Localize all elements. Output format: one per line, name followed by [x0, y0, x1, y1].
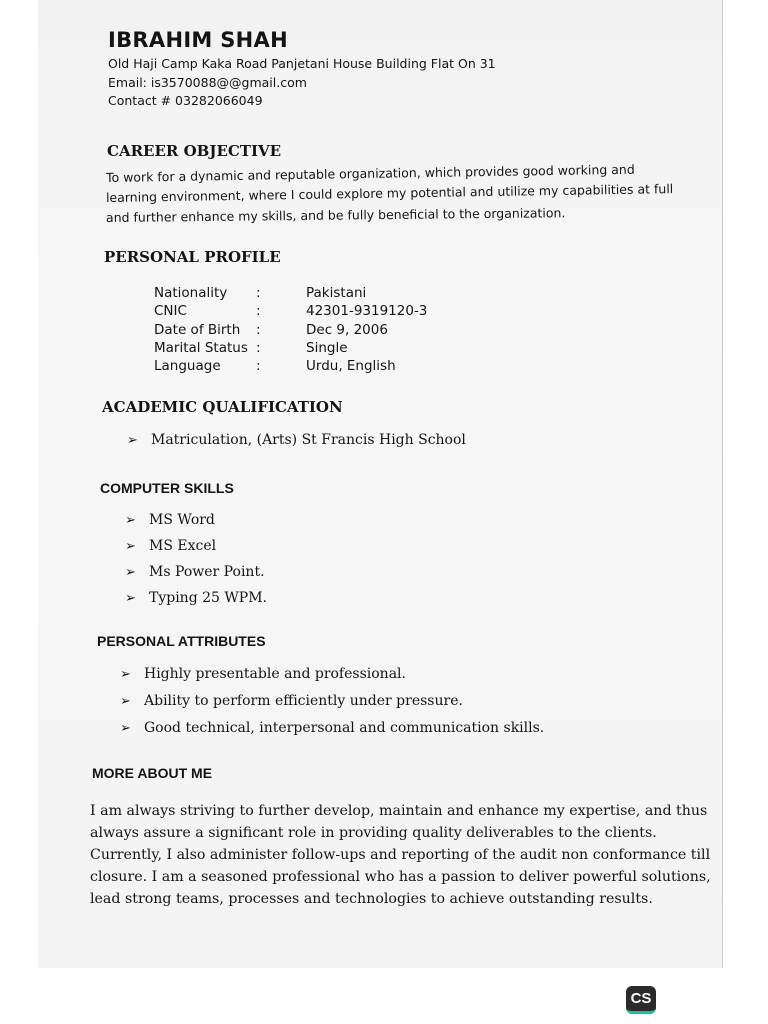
arrow-bullet-icon: ➢ — [120, 694, 131, 709]
profile-value: Pakistani — [306, 285, 367, 301]
arrow-bullet-icon: ➢ — [125, 513, 136, 528]
contact-line: Contact # 03282066049 — [108, 93, 263, 108]
arrow-bullet-icon: ➢ — [120, 667, 131, 682]
career-objective-text — [105, 161, 686, 228]
attribute-item: Good technical, interpersonal and communication skills. — [144, 720, 545, 736]
profile-label: CNIC — [154, 303, 187, 319]
computer-skills-heading: COMPUTER SKILLS — [100, 480, 234, 496]
address-line: Old Haji Camp Kaka Road Panjetani House Building Flat On 31 — [108, 56, 496, 71]
list-item — [120, 693, 463, 709]
camscanner-logo-icon: CS — [626, 986, 656, 1014]
paragraph-line: lead strong teams, processes and technologies to achieve outstanding results. — [90, 891, 653, 907]
skill-item: MS Excel — [149, 538, 217, 554]
arrow-bullet-icon: ➢ — [125, 565, 136, 580]
objective-line: To work for a dynamic and reputable organization, which provides good working and — [105, 161, 635, 185]
profile-label: Language — [154, 358, 221, 374]
profile-separator: : — [256, 285, 261, 301]
skill-item: Ms Power Point. — [149, 564, 265, 580]
profile-separator: : — [256, 322, 261, 338]
profile-label: Date of Birth — [154, 322, 241, 338]
profile-value: Dec 9, 2006 — [306, 322, 388, 338]
profile-separator: : — [256, 303, 261, 319]
list-item — [127, 432, 466, 448]
paragraph-line: Currently, I also administer follow-ups and reporting of the audit non conformance till — [90, 847, 711, 863]
profile-separator: : — [256, 340, 261, 356]
attribute-item: Ability to perform efficiently under pressure. — [144, 693, 463, 709]
personal-attributes-heading: PERSONAL ATTRIBUTES — [97, 633, 266, 649]
list-item — [125, 564, 265, 580]
arrow-bullet-icon: ➢ — [127, 433, 138, 448]
list-item — [125, 538, 216, 554]
attribute-item: Highly presentable and professional. — [144, 666, 406, 682]
academic-heading: ACADEMIC QUALIFICATION — [102, 398, 343, 416]
list-item — [125, 512, 215, 528]
list-item — [125, 590, 267, 606]
list-item — [120, 720, 544, 736]
paragraph-line: I am always striving to further develop, maintain and enhance my expertise, and thus — [90, 803, 708, 819]
more-about-me-text — [90, 800, 711, 910]
email-line: Email: is3570088@@gmail.com — [108, 75, 307, 90]
profile-value: 42301-9319120-3 — [306, 303, 428, 319]
objective-line: learning environment, where I could explore my potential and utilize my capabilities at full — [105, 181, 674, 205]
skill-item: MS Word — [149, 512, 215, 528]
arrow-bullet-icon: ➢ — [125, 591, 136, 606]
profile-value: Urdu, English — [306, 358, 396, 374]
skill-item: Typing 25 WPM. — [149, 590, 267, 606]
list-item — [120, 666, 406, 682]
paragraph-line: always assure a significant role in providing quality deliverables to the clients. — [90, 825, 657, 841]
objective-line: and further enhance my skills, and be fully beneficial to the organization. — [105, 205, 566, 225]
personal-profile-heading: PERSONAL PROFILE — [104, 248, 281, 266]
arrow-bullet-icon: ➢ — [120, 721, 131, 736]
profile-separator: : — [256, 358, 261, 374]
profile-value: Single — [306, 340, 348, 356]
more-about-me-heading: MORE ABOUT ME — [92, 765, 213, 781]
academic-item: Matriculation, (Arts) St Francis High School — [151, 432, 466, 448]
arrow-bullet-icon: ➢ — [125, 539, 136, 554]
resume-name: IBRAHIM SHAH — [108, 28, 288, 52]
profile-label: Marital Status — [154, 340, 248, 356]
profile-label: Nationality — [154, 285, 228, 301]
paragraph-line: closure. I am a seasoned professional who has a passion to deliver powerful solutions, — [90, 869, 711, 885]
career-objective-heading: CAREER OBJECTIVE — [107, 142, 282, 160]
